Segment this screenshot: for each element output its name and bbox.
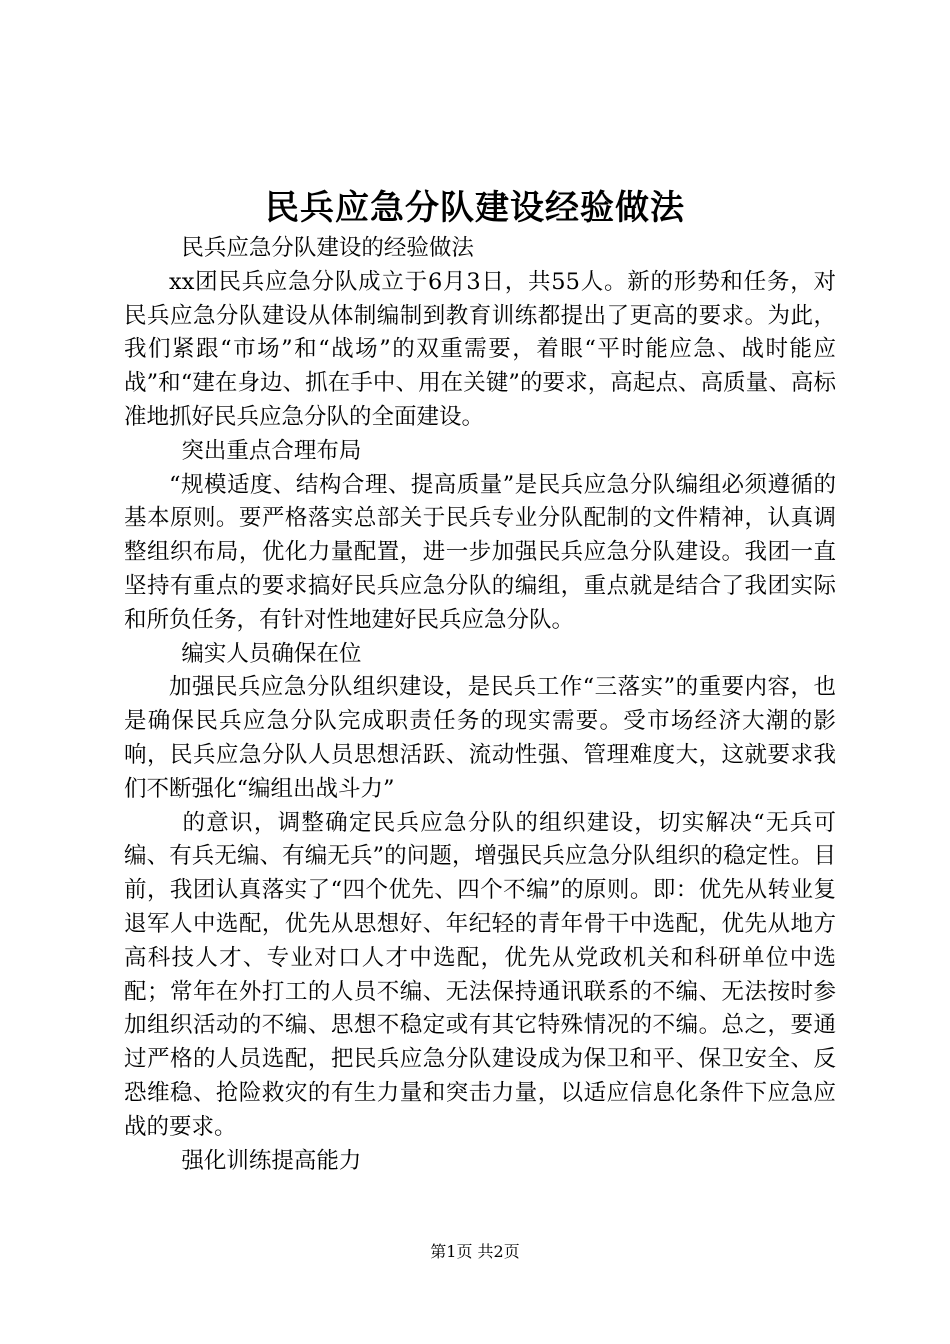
body-paragraph: 的意识，调整确定民兵应急分队的组织建设，切实解决“无兵可编、有兵无编、有编无兵”的问题，增强民兵应急分队组织的稳定性。目前，我团认真落实了“四个优先、四个不编”的原则。即：优先从转业复退军人中选配，优先从思想好、年纪轻的青年骨干中选配，优先从地方高科技人才、专业对口人才中选配，优先从党政机关和科研单位中选配；常年在外打工的人员不编、无法保持通讯联系的不编、无法按时参加组织活动的不编、思想不稳定或有其它特殊情况的不编。总之，要通过严格的人员选配，把民兵应急分队建设成为保卫和平、保卫安全、反恐维稳、抢险救灾的有生力量和突击力量，以适应信息化条件下应急应战的要求。 [124, 809, 836, 1140]
body-paragraph: 加强民兵应急分队组织建设，是民兵工作“三落实”的重要内容，也是确保民兵应急分队完成职责任务的现实需要。受市场经济大潮的影响，民兵应急分队人员思想活跃、流动性强、管理难度大，这就要求我们不断强化“编组出战斗力” [124, 674, 836, 802]
body-paragraph: “规模适度、结构合理、提高质量”是民兵应急分队编组必须遵循的基本原则。要严格落实总部关于民兵专业分队配制的文件精神，认真调整组织布局，优化力量配置，进一步加强民兵应急分队建设。我团一直坚持有重点的要求搞好民兵应急分队的编组，重点就是结合了我团实际和所负任务，有针对性地建好民兵应急分队。 [124, 471, 836, 633]
section-heading: 编实人员确保在位 [181, 640, 362, 667]
document-title: 民兵应急分队建设经验做法 [265, 188, 685, 228]
section-heading: 突出重点合理布局 [181, 437, 362, 464]
section-heading: 民兵应急分队建设的经验做法 [181, 235, 474, 261]
document-body [124, 232, 836, 1178]
body-paragraph: xx团民兵应急分队成立于6月3日，共55人。新的形势和任务，对民兵应急分队建设从体制编制到教育训练都提出了更高的要求。为此，我们紧跟“市场”和“战场”的双重需要，着眼“平时能应急、战时能应战”和“建在身边、抓在手中、用在关键”的要求，高起点、高质量、高标准地抓好民兵应急分队的全面建设。 [124, 268, 836, 430]
page-number-footer: 第1页 共2页 [430, 1242, 520, 1261]
section-heading: 强化训练提高能力 [181, 1147, 362, 1174]
